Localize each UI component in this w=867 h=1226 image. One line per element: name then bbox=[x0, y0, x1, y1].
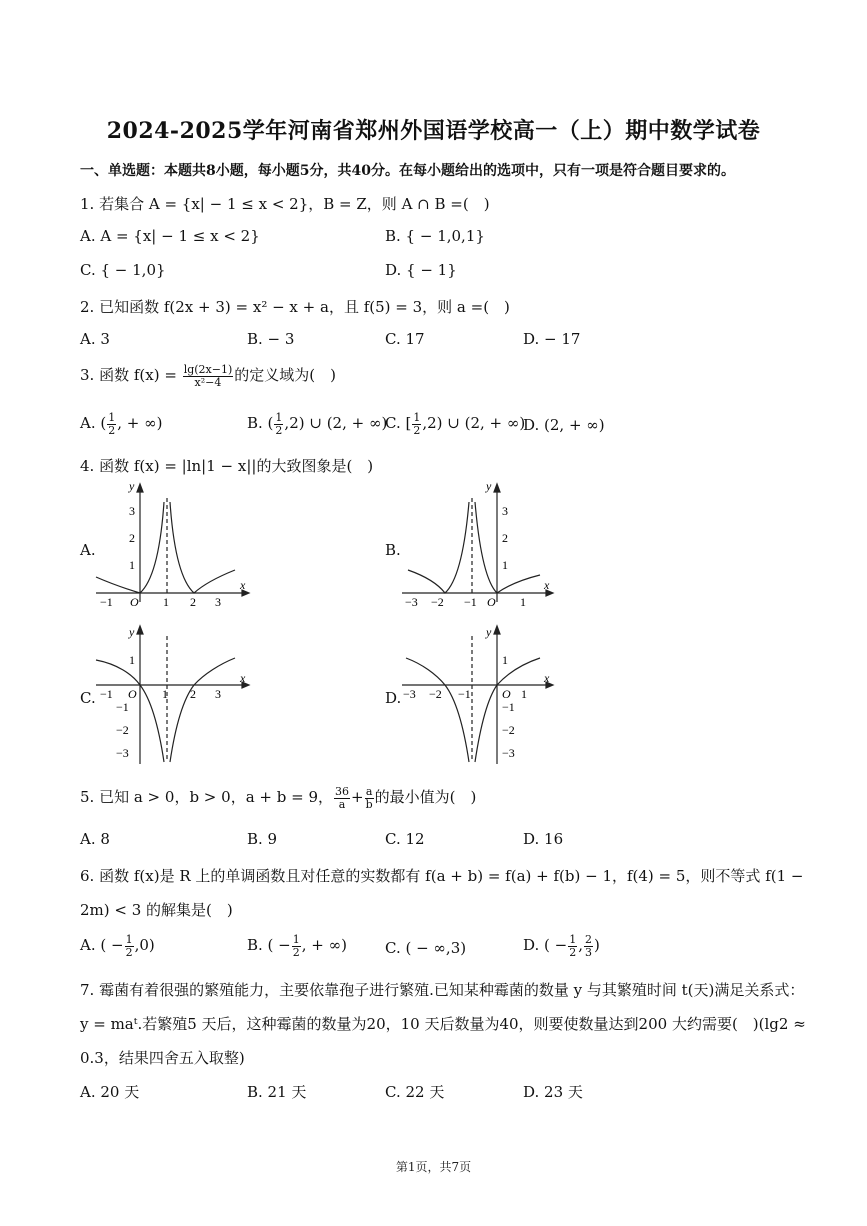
question-5-stem bbox=[80, 786, 476, 810]
question-3-stem-prefix: 3. 函数 f(x) = bbox=[80, 366, 177, 385]
option-suffix: ,2) ∪ (2, + ∞) bbox=[284, 414, 388, 433]
question-6-option-b bbox=[247, 934, 347, 958]
section-heading: 一、单选题：本题共8小题，每小题5分，共40分。在每小题给出的选项中，只有一项是符合题目要求的。 bbox=[80, 163, 735, 179]
origin-label: O bbox=[502, 687, 511, 701]
tick-label: 1 bbox=[129, 653, 135, 667]
graph-b-label: B. bbox=[385, 541, 401, 559]
curve-left bbox=[406, 658, 469, 762]
curve-right bbox=[170, 658, 235, 762]
fraction-numerator: 2 bbox=[585, 933, 592, 946]
fraction-36-over-a bbox=[334, 786, 350, 810]
x-label: x bbox=[240, 578, 246, 592]
tick-label: 2 bbox=[129, 531, 135, 545]
tick-label: 1 bbox=[502, 653, 508, 667]
tick-label: −3 bbox=[116, 746, 129, 760]
graph-d-label: D. bbox=[385, 689, 402, 707]
question-1-option-c: C. { − 1,0} bbox=[80, 261, 166, 279]
y-axis-arrow bbox=[137, 484, 143, 492]
tick-label: −1 bbox=[458, 687, 471, 701]
tick-label: −2 bbox=[431, 595, 444, 609]
option-suffix: ) bbox=[594, 936, 600, 955]
tick-label: 3 bbox=[129, 504, 135, 518]
page-footer: 第1页，共7页 bbox=[395, 1160, 472, 1174]
question-5-option-a: A. 8 bbox=[80, 830, 110, 848]
fraction-numerator: a bbox=[365, 785, 373, 798]
tick-label: −3 bbox=[403, 687, 416, 701]
question-1-option-d: D. { − 1} bbox=[385, 261, 457, 279]
option-suffix: ,2) ∪ (2, + ∞) bbox=[422, 414, 526, 433]
tick-label: −3 bbox=[405, 595, 418, 609]
half-fraction bbox=[107, 412, 116, 436]
fraction-denominator: 2 bbox=[292, 945, 300, 959]
question-5-option-d: D. 16 bbox=[523, 830, 564, 848]
tick-label: −2 bbox=[502, 723, 515, 737]
x-label: x bbox=[240, 671, 246, 685]
graph-a-label: A. bbox=[80, 541, 96, 559]
graph-c-label: C. bbox=[80, 689, 96, 707]
tick-label: 2 bbox=[190, 687, 196, 701]
tick-label: −3 bbox=[502, 746, 515, 760]
tick-label: 1 bbox=[521, 687, 527, 701]
y-label: y bbox=[486, 480, 492, 493]
y-label: y bbox=[129, 480, 135, 493]
fraction-denominator: 2 bbox=[413, 423, 421, 437]
option-prefix: D. ( − bbox=[523, 936, 568, 955]
question-7-line-1: 7. 霉菌有着很强的繁殖能力，主要依靠孢子进行繁殖.已知某种霉菌的数量 y 与其繁殖时间 t(天)满足关系式： bbox=[80, 981, 805, 999]
option-separator: , bbox=[578, 936, 583, 955]
y-axis-arrow bbox=[494, 484, 500, 492]
x-label: x bbox=[544, 671, 550, 685]
fraction-a-over-b bbox=[365, 786, 374, 810]
tick-label: 2 bbox=[190, 595, 196, 609]
question-7-line-2: y = maᵗ.若繁殖5 天后，这种霉菌的数量为20，10 天后数量为40，则要使数量达到200 大约需要( )(lg2 ≈ bbox=[80, 1015, 806, 1033]
x-label: x bbox=[544, 578, 550, 592]
question-3-fraction bbox=[183, 364, 234, 388]
question-7-line-3: 0.3，结果四舍五入取整) bbox=[80, 1049, 245, 1067]
option-suffix: , + ∞) bbox=[117, 414, 163, 433]
tick-label: 1 bbox=[129, 558, 135, 572]
tick-label: 2 bbox=[502, 531, 508, 545]
question-5-stem-prefix: 5. 已知 a > 0，b > 0，a + b = 9， bbox=[80, 788, 333, 807]
question-3-stem bbox=[80, 364, 336, 388]
question-5-stem-suffix: 的最小值为( ) bbox=[374, 788, 477, 807]
half-fraction bbox=[125, 934, 134, 958]
y-axis-arrow bbox=[494, 626, 500, 634]
fraction-numerator: 1 bbox=[125, 933, 133, 946]
origin-label: O bbox=[130, 595, 139, 609]
tick-label: 1 bbox=[163, 595, 169, 609]
question-5-option-b: B. 9 bbox=[247, 830, 278, 848]
origin-label: O bbox=[487, 595, 496, 609]
tick-label: −1 bbox=[100, 687, 113, 701]
fraction-numerator: 1 bbox=[413, 411, 421, 424]
option-suffix: ,0) bbox=[134, 936, 155, 955]
question-5-option-c: C. 12 bbox=[385, 830, 425, 848]
question-3-option-d: D. (2, + ∞) bbox=[523, 416, 605, 434]
question-6-stem-line-1: 6. 函数 f(x)是 R 上的单调函数且对任意的实数都有 f(a + b) = f(a) + f(b) − 1，f(4) = 5，则不等式 f(1 − bbox=[80, 867, 804, 885]
half-fraction bbox=[292, 934, 301, 958]
question-1-stem: 1. 若集合 A = {x| − 1 ≤ x < 2}，B = Z，则 A ∩ B =( ) bbox=[80, 195, 490, 213]
graph-c bbox=[92, 622, 252, 767]
option-suffix: , + ∞) bbox=[301, 936, 347, 955]
option-prefix: B. ( − bbox=[247, 936, 291, 955]
option-prefix: A. ( bbox=[80, 414, 107, 433]
option-prefix: C. [ bbox=[385, 414, 412, 433]
graph-d bbox=[400, 622, 560, 767]
question-3-option-a bbox=[80, 412, 162, 436]
question-6-option-d bbox=[523, 934, 600, 958]
tick-label: −1 bbox=[464, 595, 477, 609]
question-2-option-c: C. 17 bbox=[385, 330, 425, 348]
question-6-stem-line-2: 2m) < 3 的解集是( ) bbox=[80, 901, 233, 919]
question-2-stem: 2. 已知函数 f(2x + 3) = x² − x + a，且 f(5) = 3，则 a =( ) bbox=[80, 298, 510, 316]
tick-label: 1 bbox=[520, 595, 526, 609]
fraction-denominator: 2 bbox=[275, 423, 283, 437]
fraction-denominator: a bbox=[338, 797, 346, 811]
question-1-option-a: A. A = {x| − 1 ≤ x < 2} bbox=[80, 227, 260, 245]
question-7-option-c: C. 22 天 bbox=[385, 1083, 445, 1101]
half-fraction bbox=[568, 934, 577, 958]
question-7-option-b: B. 21 天 bbox=[247, 1083, 307, 1101]
tick-label: −1 bbox=[116, 700, 129, 714]
fraction-numerator: 1 bbox=[275, 411, 283, 424]
page-title: 2024-2025学年河南省郑州外国语学校高一（上）期中数学试卷 bbox=[106, 118, 761, 144]
question-3-option-c bbox=[385, 412, 525, 436]
question-7-option-d: D. 23 天 bbox=[523, 1083, 583, 1101]
graph-a bbox=[92, 480, 252, 610]
tick-label: −1 bbox=[502, 700, 515, 714]
origin-label: O bbox=[128, 687, 137, 701]
two-thirds-fraction bbox=[584, 934, 593, 958]
fraction-numerator: 1 bbox=[569, 933, 577, 946]
tick-label: −2 bbox=[429, 687, 442, 701]
fraction-numerator: 1 bbox=[108, 411, 116, 424]
curve-left bbox=[96, 660, 164, 762]
curve-right bbox=[170, 502, 235, 593]
half-fraction bbox=[274, 412, 283, 436]
option-prefix: B. ( bbox=[247, 414, 274, 433]
fraction-numerator: lg(2x−1) bbox=[183, 363, 233, 376]
tick-label: 3 bbox=[215, 595, 221, 609]
fraction-denominator: 2 bbox=[108, 423, 116, 437]
tick-label: 3 bbox=[502, 504, 508, 518]
fraction-denominator: 2 bbox=[125, 945, 133, 959]
fraction-numerator: 1 bbox=[292, 933, 300, 946]
tick-label: −1 bbox=[100, 595, 113, 609]
question-6-option-a bbox=[80, 934, 155, 958]
tick-label: −2 bbox=[116, 723, 129, 737]
tick-label: 3 bbox=[215, 687, 221, 701]
fraction-denominator: 2 bbox=[569, 945, 577, 959]
option-prefix: A. ( − bbox=[80, 936, 124, 955]
fraction-denominator: x²−4 bbox=[194, 375, 222, 389]
fraction-denominator: b bbox=[365, 797, 373, 811]
question-4-stem: 4. 函数 f(x) = |ln|1 − x||的大致图象是( ) bbox=[80, 457, 374, 475]
question-3-option-b bbox=[247, 412, 387, 436]
fraction-denominator: 3 bbox=[585, 945, 592, 959]
question-6-option-c: C. ( − ∞,3) bbox=[385, 939, 467, 957]
half-fraction bbox=[412, 412, 421, 436]
plus-sign: + bbox=[351, 788, 364, 807]
question-7-option-a: A. 20 天 bbox=[80, 1083, 140, 1101]
question-3-stem-suffix: 的定义域为( ) bbox=[234, 366, 336, 385]
fraction-numerator: 36 bbox=[335, 785, 349, 798]
question-2-option-a: A. 3 bbox=[80, 330, 110, 348]
y-label: y bbox=[486, 625, 492, 639]
y-label: y bbox=[129, 625, 135, 639]
curve-left bbox=[408, 502, 469, 593]
question-2-option-d: D. − 17 bbox=[523, 330, 581, 348]
tick-label: 1 bbox=[502, 558, 508, 572]
question-1-option-b: B. { − 1,0,1} bbox=[385, 227, 485, 245]
graph-b bbox=[400, 480, 560, 610]
y-axis-arrow bbox=[137, 626, 143, 634]
question-2-option-b: B. − 3 bbox=[247, 330, 295, 348]
tick-label: 1 bbox=[162, 687, 168, 701]
